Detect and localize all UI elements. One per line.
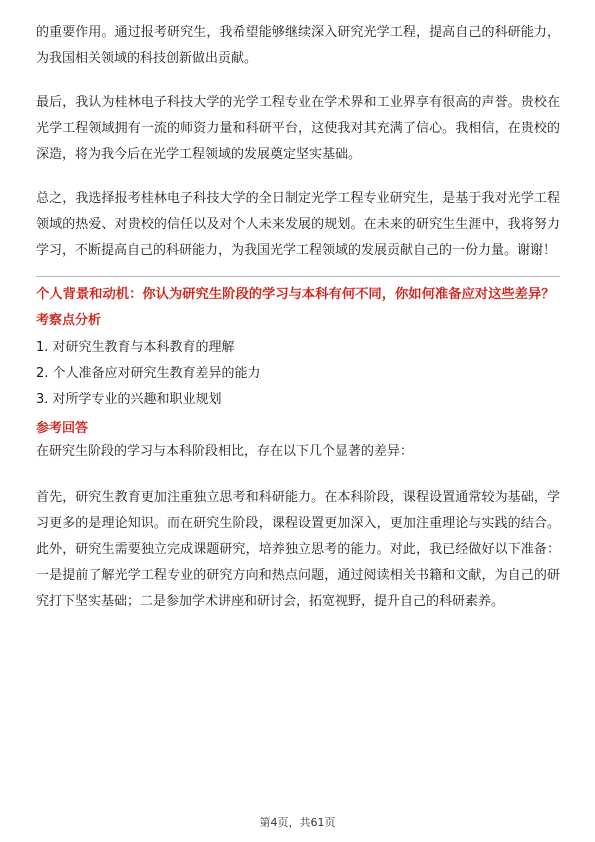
paragraph-reputation: 最后，我认为桂林电子科技大学的光学工程专业在学术界和工业界享有很高的声誉。贵校在光学工程领域拥有一流的师资力量和科研平台，这使我对其充满了信心。我相信，在贵校的深造，将为我今后在光学工程领域的发展奠定坚实基础。 xyxy=(36,95,560,162)
reference-heading: 参考回答 xyxy=(36,421,89,436)
page-number-footer: 第4页，共61页 xyxy=(259,816,336,829)
section-divider xyxy=(36,276,560,277)
reference-intro: 在研究生阶段的学习与本科阶段相比，存在以下几个显著的差异： xyxy=(36,444,414,459)
analysis-heading: 考察点分析 xyxy=(36,313,102,328)
analysis-point: 2. 个人准备应对研究生教育差异的能力 xyxy=(36,366,261,381)
analysis-points xyxy=(36,335,560,413)
analysis-point: 3. 对所学专业的兴趣和职业规划 xyxy=(36,392,222,407)
document-page xyxy=(36,20,560,633)
paragraph-contribution: 的重要作用。通过报考研究生，我希望能够继续深入研究光学工程，提高自己的科研能力，为我国相关领域的科技创新做出贡献。 xyxy=(36,25,560,66)
paragraph-conclusion: 总之，我选择报考桂林电子科技大学的全日制定光学工程专业研究生，是基于我对光学工程领域的热爱、对贵校的信任以及对个人未来发展的规划。在未来的研究生生涯中，我将努力学习，不断提高自己的科研能力，为我国光学工程领域的发展贡献自己的一份力量。谢谢！ xyxy=(36,191,560,258)
interview-question: 个人背景和动机：你认为研究生阶段的学习与本科有何不同，你如何准备应对这些差异？ xyxy=(36,287,555,302)
analysis-point: 1. 对研究生教育与本科教育的理解 xyxy=(36,340,235,355)
reference-body: 首先，研究生教育更加注重独立思考和科研能力。在本科阶段，课程设置通常较为基础，学习更多的是理论知识。而在研究生阶段，课程设置更加深入，更加注重理论与实践的结合。此外，研究生需要独立完成课题研究，培养独立思考的能力。对此，我已经做好以下准备：一是提前了解光学工程专业的研究方向和热点问题，通过阅读相关书籍和文献，为自己的研究打下坚实基础；二是参加学术讲座和研讨会，拓宽视野，提升自己的科研素养。 xyxy=(36,490,560,609)
